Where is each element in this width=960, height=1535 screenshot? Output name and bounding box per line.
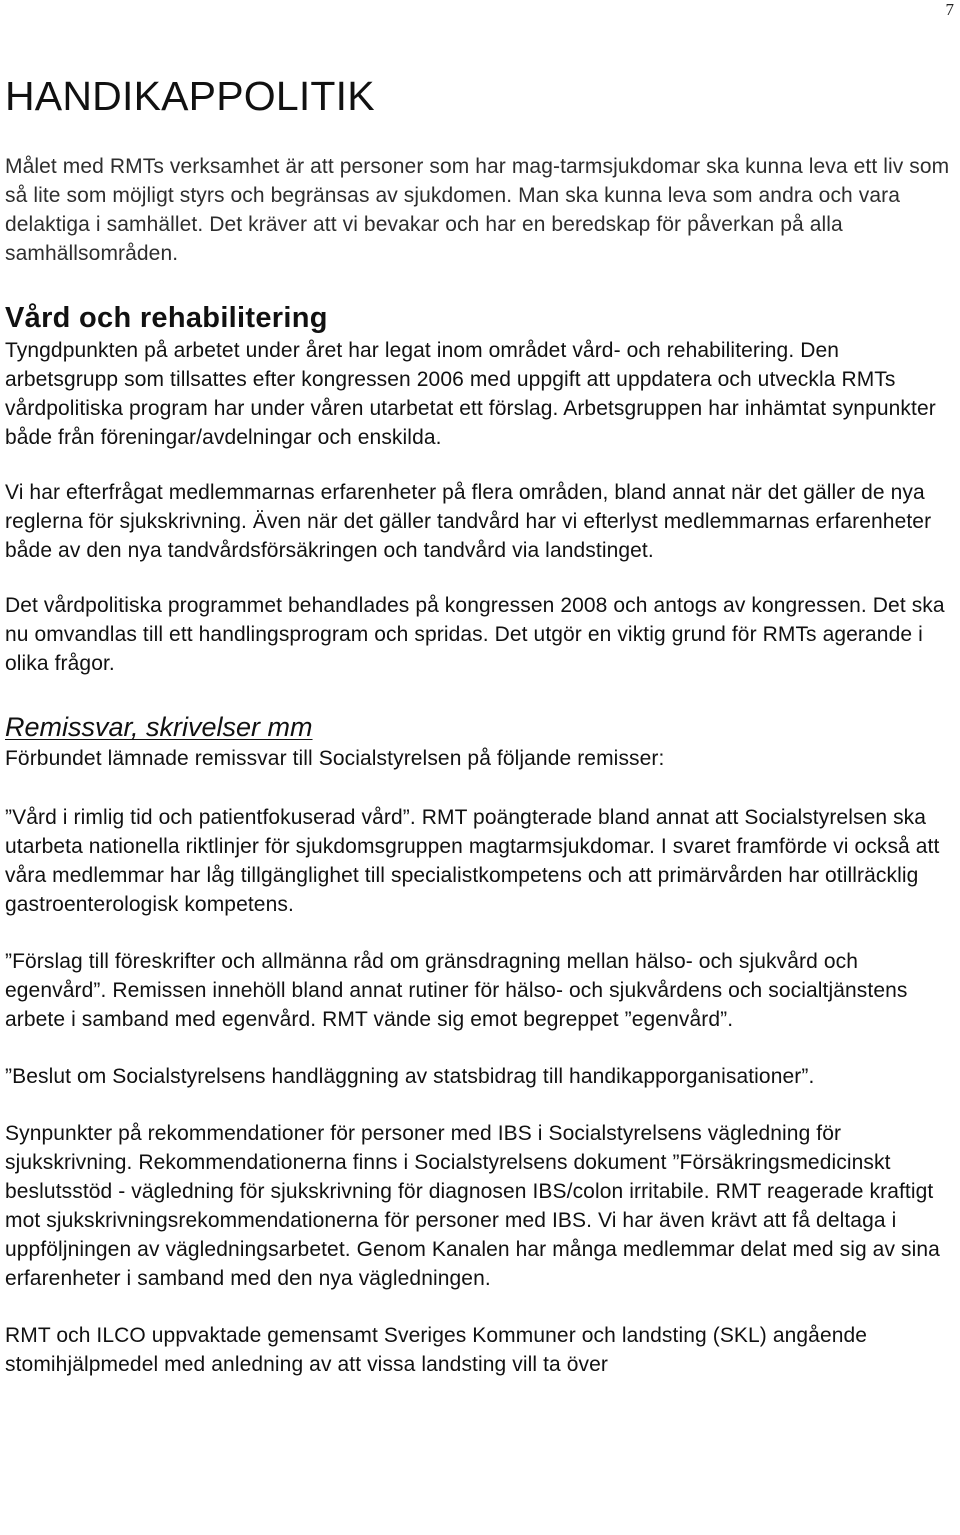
paragraph: RMT och ILCO uppvaktade gemensamt Sveriges Kommuner och landsting (SKL) angående stomihjälpmedel med anledning av att vissa landsting vill ta över	[5, 1324, 868, 1376]
document-body	[5, 68, 957, 1379]
paragraph: Synpunkter på rekommendationer för personer med IBS i Socialstyrelsens vägledning för sjukskrivning. Rekommendationerna finns i Socialstyrelsens dokument ”Försäkringsmedicinskt beslutsstöd - vägledning för sjukskrivning för diagnosen IBS/colon irritabile. RMT reagerade kraftigt mot sjukskrivningsrekommendationerna för personer med IBS. Vi har även krävt att få deltaga i uppföljningen av vägledningsarbetet. Genom Kanalen har många medlemmar delat med sig av sina erfarenheter i samband med den nya vägledningen.	[5, 1122, 940, 1290]
paragraph: ”Förslag till föreskrifter och allmänna råd om gränsdragning mellan hälso- och sjukvård och egenvård”. Remissen innehöll bland annat rutiner för hälso- och sjukvårdens och socialtjänstens arbete i samband med egenvård. RMT vände sig emot begreppet ”egenvård”.	[5, 950, 908, 1031]
page-number: 7	[945, 0, 954, 19]
paragraph: ”Beslut om Socialstyrelsens handläggning av statsbidrag till handikapporganisationer”.	[5, 1065, 815, 1088]
page-title: HANDIKAPPOLITIK	[5, 73, 375, 119]
section-heading-vard: Vård och rehabilitering	[5, 302, 328, 334]
intro-paragraph: Målet med RMTs verksamhet är att personer som har mag-tarmsjukdomar ska kunna leva ett liv som så lite som möjligt styrs och begränsas av sjukdomen. Man ska kunna leva som andra och vara delaktiga i samhället. Det kräver att vi bevakar och har en beredskap för påverkan på alla samhällsområden.	[5, 155, 950, 265]
paragraph: Förbundet lämnade remissvar till Socialstyrelsen på följande remisser:	[5, 747, 665, 770]
section-heading-remissvar: Remissvar, skrivelser mm	[5, 712, 313, 742]
paragraph: Det vårdpolitiska programmet behandlades på kongressen 2008 och antogs av kongressen. Det ska nu omvandlas till ett handlingsprogram och spridas. Det utgör en viktig grund för RMTs agerande i olika frågor.	[5, 594, 945, 675]
paragraph: Vi har efterfrågat medlemmarnas erfarenheter på flera områden, bland annat när det gäller de nya reglerna för sjukskrivning. Även när det gäller tandvård har vi efterlyst medlemmarnas erfarenheter både av den nya tandvårdsförsäkringen och tandvård via landstinget.	[5, 481, 932, 562]
paragraph: ”Vård i rimlig tid och patientfokuserad vård”. RMT poängterade bland annat att Socialstyrelsen ska utarbeta nationella riktlinjer för sjukdomsgruppen magtarmsjukdomar. I svaret framförde vi också att våra medlemmar har låg tillgänglighet till specialistkompetens och att primärvården har otillräcklig gastroenterologisk kompetens.	[5, 806, 940, 916]
paragraph: Tyngdpunkten på arbetet under året har legat inom området vård- och rehabilitering. Den arbetsgrupp som tillsattes efter kongressen 2006 med uppgift att uppdatera och utveckla RMTs vårdpolitiska program har under våren utarbetat ett förslag. Arbetsgruppen har inhämtat synpunkter både från föreningar/avdelningar och enskilda.	[5, 339, 936, 449]
